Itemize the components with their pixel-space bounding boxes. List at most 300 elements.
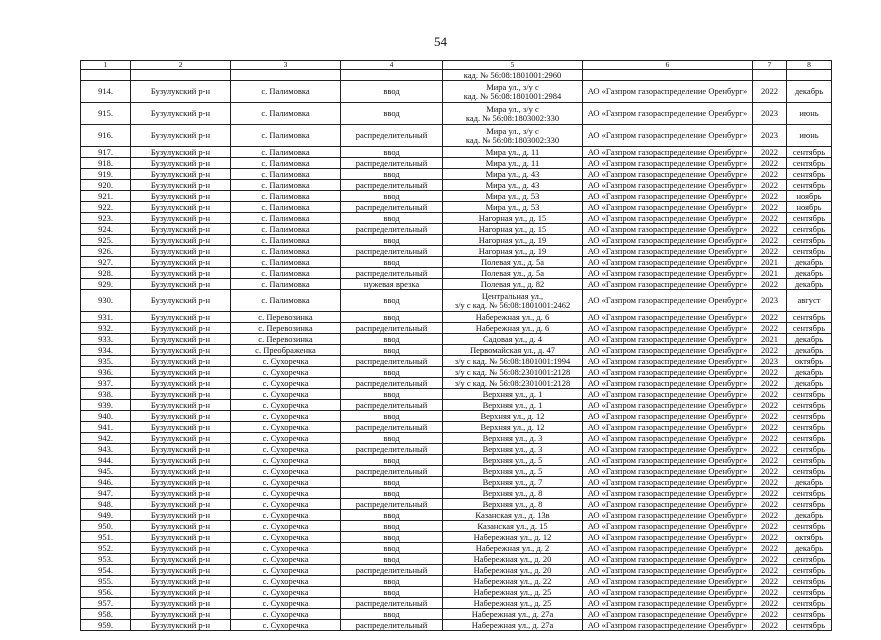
row-number-cell: 921. [81, 191, 131, 202]
pipeline-type-cell: ввод [341, 213, 443, 224]
year-cell: 2022 [753, 554, 787, 565]
district-cell: Бузулукский р-н [131, 213, 231, 224]
settlement-cell: с. Палимовка [231, 235, 341, 246]
district-cell: Бузулукский р-н [131, 224, 231, 235]
settlement-cell: с. Сухоречка [231, 389, 341, 400]
address-line: Верхняя ул., д. 1 [482, 400, 543, 410]
address-cell [443, 103, 583, 125]
month-cell: сентябрь [787, 554, 832, 565]
address-line: Казанская ул., д. 15 [477, 521, 548, 531]
address-line: Нагорная ул., д. 19 [478, 246, 547, 256]
page-number: 54 [434, 34, 447, 49]
address-line: Набережная ул., д. 2 [475, 543, 550, 553]
address-cell [443, 191, 583, 202]
settlement-cell: с. Сухоречка [231, 554, 341, 565]
column-number: 5 [443, 61, 583, 70]
month-cell: декабрь [787, 334, 832, 345]
row-number-cell: 916. [81, 125, 131, 147]
organization-cell: АО «Газпром газораспределение Оренбург» [583, 609, 753, 620]
address-cell [443, 312, 583, 323]
row-number-cell: 934. [81, 345, 131, 356]
pipeline-type-cell: ввод [341, 554, 443, 565]
month-cell: сентябрь [787, 312, 832, 323]
pipeline-type-cell: нужевая врезка [341, 279, 443, 290]
district-cell: Бузулукский р-н [131, 565, 231, 576]
month-cell: сентябрь [787, 180, 832, 191]
district-cell: Бузулукский р-н [131, 620, 231, 631]
settlement-cell: с. Перевозинка [231, 312, 341, 323]
address-line: Мира ул., з/у с [486, 103, 539, 114]
organization-cell: АО «Газпром газораспределение Оренбург» [583, 598, 753, 609]
address-cell [443, 257, 583, 268]
column-number: 7 [753, 61, 787, 70]
month-cell: декабрь [787, 543, 832, 554]
row-number-cell: 949. [81, 510, 131, 521]
pipeline-type-cell: ввод [341, 312, 443, 323]
month-cell: июнь [787, 103, 832, 125]
table-row [81, 103, 832, 125]
year-cell: 2022 [753, 620, 787, 631]
organization-cell: АО «Газпром газораспределение Оренбург» [583, 367, 753, 378]
settlement-cell: с. Сухоречка [231, 598, 341, 609]
column-number: 4 [341, 61, 443, 70]
month-cell: сентябрь [787, 609, 832, 620]
row-number-cell: 956. [81, 587, 131, 598]
row-number-cell: 943. [81, 444, 131, 455]
row-number-cell: 953. [81, 554, 131, 565]
pipeline-type-cell: распределительный [341, 422, 443, 433]
settlement-cell: с. Палимовка [231, 103, 341, 125]
address-cell [443, 554, 583, 565]
table-row [81, 433, 832, 444]
pipeline-type-cell: ввод [341, 521, 443, 532]
month-cell: сентябрь [787, 235, 832, 246]
address-cell [443, 213, 583, 224]
address-cell [443, 367, 583, 378]
table-row [81, 147, 832, 158]
address-cell [443, 389, 583, 400]
organization-cell: АО «Газпром газораспределение Оренбург» [583, 411, 753, 422]
organization-cell: АО «Газпром газораспределение Оренбург» [583, 103, 753, 125]
settlement-cell: с. Сухоречка [231, 400, 341, 411]
year-cell: 2022 [753, 169, 787, 180]
month-cell: сентябрь [787, 389, 832, 400]
table-row [81, 389, 832, 400]
month-cell: сентябрь [787, 422, 832, 433]
district-cell: Бузулукский р-н [131, 543, 231, 554]
row-number-cell: 920. [81, 180, 131, 191]
settlement-cell: с. Палимовка [231, 257, 341, 268]
table-row [81, 543, 832, 554]
year-cell: 2022 [753, 422, 787, 433]
organization-cell: АО «Газпром газораспределение Оренбург» [583, 356, 753, 367]
pipeline-type-cell: ввод [341, 290, 443, 312]
column-number: 6 [583, 61, 753, 70]
pipeline-type-cell: распределительный [341, 356, 443, 367]
table-row [81, 598, 832, 609]
table-row [81, 257, 832, 268]
district-cell: Бузулукский р-н [131, 598, 231, 609]
address-cell [443, 345, 583, 356]
year-cell: 2022 [753, 191, 787, 202]
pipeline-type-cell: распределительный [341, 444, 443, 455]
year-cell: 2022 [753, 246, 787, 257]
pipeline-type-cell: ввод [341, 609, 443, 620]
row-number-cell: 923. [81, 213, 131, 224]
organization-cell: АО «Газпром газораспределение Оренбург» [583, 334, 753, 345]
row-number-cell: 938. [81, 389, 131, 400]
month-cell: сентябрь [787, 246, 832, 257]
year-cell: 2022 [753, 433, 787, 444]
address-cell [443, 224, 583, 235]
district-cell: Бузулукский р-н [131, 422, 231, 433]
district-cell: Бузулукский р-н [131, 158, 231, 169]
row-number-cell: 957. [81, 598, 131, 609]
pipeline-type-cell: распределительный [341, 378, 443, 389]
address-line: Верхняя ул., д. 3 [482, 433, 543, 443]
settlement-cell: с. Сухоречка [231, 444, 341, 455]
settlement-cell: с. Сухоречка [231, 466, 341, 477]
month-cell: сентябрь [787, 598, 832, 609]
row-number-cell: 925. [81, 235, 131, 246]
address-cell [443, 433, 583, 444]
row-number-cell: 933. [81, 334, 131, 345]
row-number-cell: 948. [81, 499, 131, 510]
address-line: з/у с кад. № 56:08:2301001:2128 [454, 378, 571, 388]
year-cell: 2023 [753, 125, 787, 147]
address-line: Верхняя ул., д. 5 [482, 466, 543, 476]
address-cell [443, 477, 583, 488]
address-line: Нагорная ул., д. 19 [478, 235, 547, 245]
address-cell [443, 510, 583, 521]
settlement-cell: с. Преображенка [231, 345, 341, 356]
organization-cell: АО «Газпром газораспределение Оренбург» [583, 246, 753, 257]
address-cell [443, 576, 583, 587]
month-cell: сентябрь [787, 620, 832, 631]
pipeline-type-cell: ввод [341, 367, 443, 378]
table-row [81, 180, 832, 191]
month-cell: сентябрь [787, 224, 832, 235]
organization-cell: АО «Газпром газораспределение Оренбург» [583, 477, 753, 488]
year-cell: 2022 [753, 147, 787, 158]
organization-cell: АО «Газпром газораспределение Оренбург» [583, 290, 753, 312]
pipeline-type-cell: ввод [341, 235, 443, 246]
district-cell: Бузулукский р-н [131, 191, 231, 202]
settlement-cell: с. Сухоречка [231, 532, 341, 543]
row-number-cell: 959. [81, 620, 131, 631]
address-line: Полевая ул., д. 82 [480, 279, 545, 289]
address-cell [443, 609, 583, 620]
table-row [81, 169, 832, 180]
table-row [81, 444, 832, 455]
year-cell: 2022 [753, 598, 787, 609]
organization-cell: АО «Газпром газораспределение Оренбург» [583, 587, 753, 598]
address-cell [443, 444, 583, 455]
pipeline-type-cell: распределительный [341, 224, 443, 235]
row-number-cell: 918. [81, 158, 131, 169]
organization-cell: АО «Газпром газораспределение Оренбург» [583, 554, 753, 565]
month-cell: сентябрь [787, 411, 832, 422]
district-cell: Бузулукский р-н [131, 444, 231, 455]
district-cell: Бузулукский р-н [131, 169, 231, 180]
district-cell: Бузулукский р-н [131, 81, 231, 103]
address-line: Набережная ул., д. 25 [473, 587, 552, 597]
address-line: з/у с кад. № 56:08:1801001:1994 [454, 356, 571, 366]
pipeline-type-cell: распределительный [341, 400, 443, 411]
table-row [81, 290, 832, 312]
month-cell: сентябрь [787, 400, 832, 411]
row-number-cell: 941. [81, 422, 131, 433]
year-cell: 2022 [753, 400, 787, 411]
table-row [81, 191, 832, 202]
row-number-cell: 931. [81, 312, 131, 323]
month-cell: декабрь [787, 345, 832, 356]
row-number-cell: 955. [81, 576, 131, 587]
district-cell: Бузулукский р-н [131, 576, 231, 587]
year-cell: 2023 [753, 290, 787, 312]
table-row [81, 510, 832, 521]
settlement-cell: с. Сухоречка [231, 477, 341, 488]
organization-cell: АО «Газпром газораспределение Оренбург» [583, 378, 753, 389]
district-cell: Бузулукский р-н [131, 345, 231, 356]
row-number-cell: 936. [81, 367, 131, 378]
organization-cell: АО «Газпром газораспределение Оренбург» [583, 180, 753, 191]
settlement-cell: с. Сухоречка [231, 521, 341, 532]
district-cell: Бузулукский р-н [131, 455, 231, 466]
table-row [81, 345, 832, 356]
pipeline-type-cell: распределительный [341, 268, 443, 279]
column-number: 3 [231, 61, 341, 70]
pipeline-type-cell: ввод [341, 576, 443, 587]
pipeline-type-cell: распределительный [341, 323, 443, 334]
table-row [81, 279, 832, 290]
month-cell: октябрь [787, 532, 832, 543]
organization-cell: АО «Газпром газораспределение Оренбург» [583, 312, 753, 323]
month-cell: сентябрь [787, 444, 832, 455]
settlement-cell: с. Сухоречка [231, 576, 341, 587]
table-row [81, 532, 832, 543]
month-cell: декабрь [787, 81, 832, 103]
year-cell: 2022 [753, 312, 787, 323]
row-number-cell: 917. [81, 147, 131, 158]
district-cell: Бузулукский р-н [131, 609, 231, 620]
row-number-cell: 928. [81, 268, 131, 279]
year-cell: 2022 [753, 444, 787, 455]
settlement-cell: с. Сухоречка [231, 411, 341, 422]
row-number-cell: 951. [81, 532, 131, 543]
year-cell: 2022 [753, 279, 787, 290]
pipeline-type-cell: распределительный [341, 598, 443, 609]
address-cell: кад. № 56:08:1801001:2960 [443, 70, 583, 81]
settlement-cell: с. Палимовка [231, 125, 341, 147]
pipeline-type-cell: распределительный [341, 499, 443, 510]
settlement-cell: с. Сухоречка [231, 620, 341, 631]
year-cell: 2022 [753, 587, 787, 598]
pipeline-type-cell: распределительный [341, 158, 443, 169]
row-number-cell: 927. [81, 257, 131, 268]
year-cell: 2022 [753, 213, 787, 224]
address-line: Набережная ул., д. 25 [473, 598, 552, 608]
settlement-cell: с. Сухоречка [231, 543, 341, 554]
district-cell: Бузулукский р-н [131, 587, 231, 598]
pipeline-type-cell: ввод [341, 455, 443, 466]
settlement-cell: с. Сухоречка [231, 587, 341, 598]
year-cell: 2023 [753, 356, 787, 367]
column-number: 8 [787, 61, 832, 70]
column-number: 1 [81, 61, 131, 70]
month-cell: декабрь [787, 279, 832, 290]
table-row [81, 565, 832, 576]
table-row [81, 224, 832, 235]
pipeline-type-cell: ввод [341, 389, 443, 400]
year-cell: 2021 [753, 334, 787, 345]
row-number-cell: 952. [81, 543, 131, 554]
settlement-cell: с. Палимовка [231, 279, 341, 290]
table-row [81, 411, 832, 422]
month-cell: сентябрь [787, 147, 832, 158]
pipeline-type-cell: ввод [341, 81, 443, 103]
address-line: Набережная ул., д. 6 [475, 323, 550, 333]
address-line: Верхняя ул., д. 3 [482, 444, 543, 454]
pipeline-type-cell: распределительный [341, 565, 443, 576]
pipeline-type-cell: ввод [341, 334, 443, 345]
pipeline-type-cell: распределительный [341, 620, 443, 631]
address-cell [443, 488, 583, 499]
year-cell: 2022 [753, 455, 787, 466]
district-cell: Бузулукский р-н [131, 202, 231, 213]
district-cell: Бузулукский р-н [131, 521, 231, 532]
organization-cell: АО «Газпром газораспределение Оренбург» [583, 235, 753, 246]
pipeline-type-cell: распределительный [341, 202, 443, 213]
address-line: Верхняя ул., д. 1 [482, 389, 543, 399]
district-cell: Бузулукский р-н [131, 257, 231, 268]
year-cell: 2022 [753, 323, 787, 334]
address-line: кад. № 56:08:1803002:330 [465, 134, 560, 145]
address-cell [443, 81, 583, 103]
settlement-cell: с. Палимовка [231, 81, 341, 103]
address-line: Мира ул., д. 11 [485, 158, 540, 168]
row-number-cell: 947. [81, 488, 131, 499]
organization-cell: АО «Газпром газораспределение Оренбург» [583, 532, 753, 543]
month-cell: июнь [787, 125, 832, 147]
district-cell: Бузулукский р-н [131, 323, 231, 334]
table-row [81, 609, 832, 620]
pipeline-type-cell: распределительный [341, 180, 443, 191]
month-cell: ноябрь [787, 191, 832, 202]
settlement-cell: с. Палимовка [231, 169, 341, 180]
address-line: Мира ул., д. 53 [485, 202, 540, 212]
pipeline-type-cell: ввод [341, 345, 443, 356]
address-line: Мира ул., з/у с [486, 125, 539, 136]
district-cell: Бузулукский р-н [131, 532, 231, 543]
year-cell: 2022 [753, 367, 787, 378]
year-cell: 2023 [753, 103, 787, 125]
pipeline-type-cell: ввод [341, 411, 443, 422]
month-cell: сентябрь [787, 565, 832, 576]
year-cell: 2022 [753, 477, 787, 488]
address-line: Полевая ул., д. 5а [480, 257, 545, 267]
organization-cell: АО «Газпром газораспределение Оренбург» [583, 202, 753, 213]
settlement-cell: с. Палимовка [231, 180, 341, 191]
organization-cell: АО «Газпром газораспределение Оренбург» [583, 521, 753, 532]
year-cell: 2021 [753, 257, 787, 268]
pipeline-type-cell: ввод [341, 191, 443, 202]
month-cell: август [787, 290, 832, 312]
settlement-cell: с. Сухоречка [231, 356, 341, 367]
pipeline-type-cell: ввод [341, 510, 443, 521]
address-line: Набережная ул., д. 27а [471, 620, 554, 630]
organization-cell: АО «Газпром газораспределение Оренбург» [583, 400, 753, 411]
pipeline-type-cell: ввод [341, 532, 443, 543]
column-number: 2 [131, 61, 231, 70]
address-cell [443, 521, 583, 532]
settlement-cell: с. Сухоречка [231, 609, 341, 620]
address-cell [443, 400, 583, 411]
settlement-cell: с. Сухоречка [231, 367, 341, 378]
month-cell: сентябрь [787, 433, 832, 444]
year-cell: 2022 [753, 576, 787, 587]
organization-cell: АО «Газпром газораспределение Оренбург» [583, 543, 753, 554]
address-line: Мира ул., з/у с [486, 81, 539, 92]
district-cell: Бузулукский р-н [131, 290, 231, 312]
table-row [81, 422, 832, 433]
district-cell: Бузулукский р-н [131, 554, 231, 565]
table-row [81, 334, 832, 345]
table-row [81, 400, 832, 411]
row-number-cell: 940. [81, 411, 131, 422]
table-row [81, 367, 832, 378]
year-cell: 2022 [753, 499, 787, 510]
address-cell [443, 356, 583, 367]
month-cell: сентябрь [787, 587, 832, 598]
table-body [81, 70, 832, 631]
address-line: кад. № 56:08:1803002:330 [465, 112, 560, 123]
table-row [81, 356, 832, 367]
address-line: Набережная ул., д. 27а [471, 609, 554, 619]
district-cell: Бузулукский р-н [131, 400, 231, 411]
settlement-cell: с. Палимовка [231, 213, 341, 224]
district-cell: Бузулукский р-н [131, 477, 231, 488]
year-cell: 2022 [753, 345, 787, 356]
table-row [81, 576, 832, 587]
month-cell: сентябрь [787, 499, 832, 510]
address-line: Верхняя ул., д. 5 [482, 455, 543, 465]
district-cell: Бузулукский р-н [131, 125, 231, 147]
pipeline-type-cell: распределительный [341, 466, 443, 477]
month-cell: декабрь [787, 367, 832, 378]
table-row [81, 521, 832, 532]
month-cell: октябрь [787, 356, 832, 367]
address-line: Полевая ул., д. 5а [480, 268, 545, 278]
address-cell [443, 422, 583, 433]
continuation-row [81, 70, 832, 81]
organization-cell: АО «Газпром газораспределение Оренбург» [583, 389, 753, 400]
settlement-cell: с. Палимовка [231, 147, 341, 158]
address-cell [443, 499, 583, 510]
address-line: Набережная ул., д. 20 [473, 554, 552, 564]
address-line: Верхняя ул., д. 12 [480, 422, 545, 432]
table-row [81, 158, 832, 169]
settlement-cell: с. Сухоречка [231, 565, 341, 576]
year-cell: 2022 [753, 521, 787, 532]
district-cell: Бузулукский р-н [131, 235, 231, 246]
year-cell: 2022 [753, 411, 787, 422]
organization-cell: АО «Газпром газораспределение Оренбург» [583, 576, 753, 587]
address-cell [443, 158, 583, 169]
pipeline-type-cell: распределительный [341, 125, 443, 147]
settlement-cell: с. Палимовка [231, 158, 341, 169]
district-cell: Бузулукский р-н [131, 180, 231, 191]
